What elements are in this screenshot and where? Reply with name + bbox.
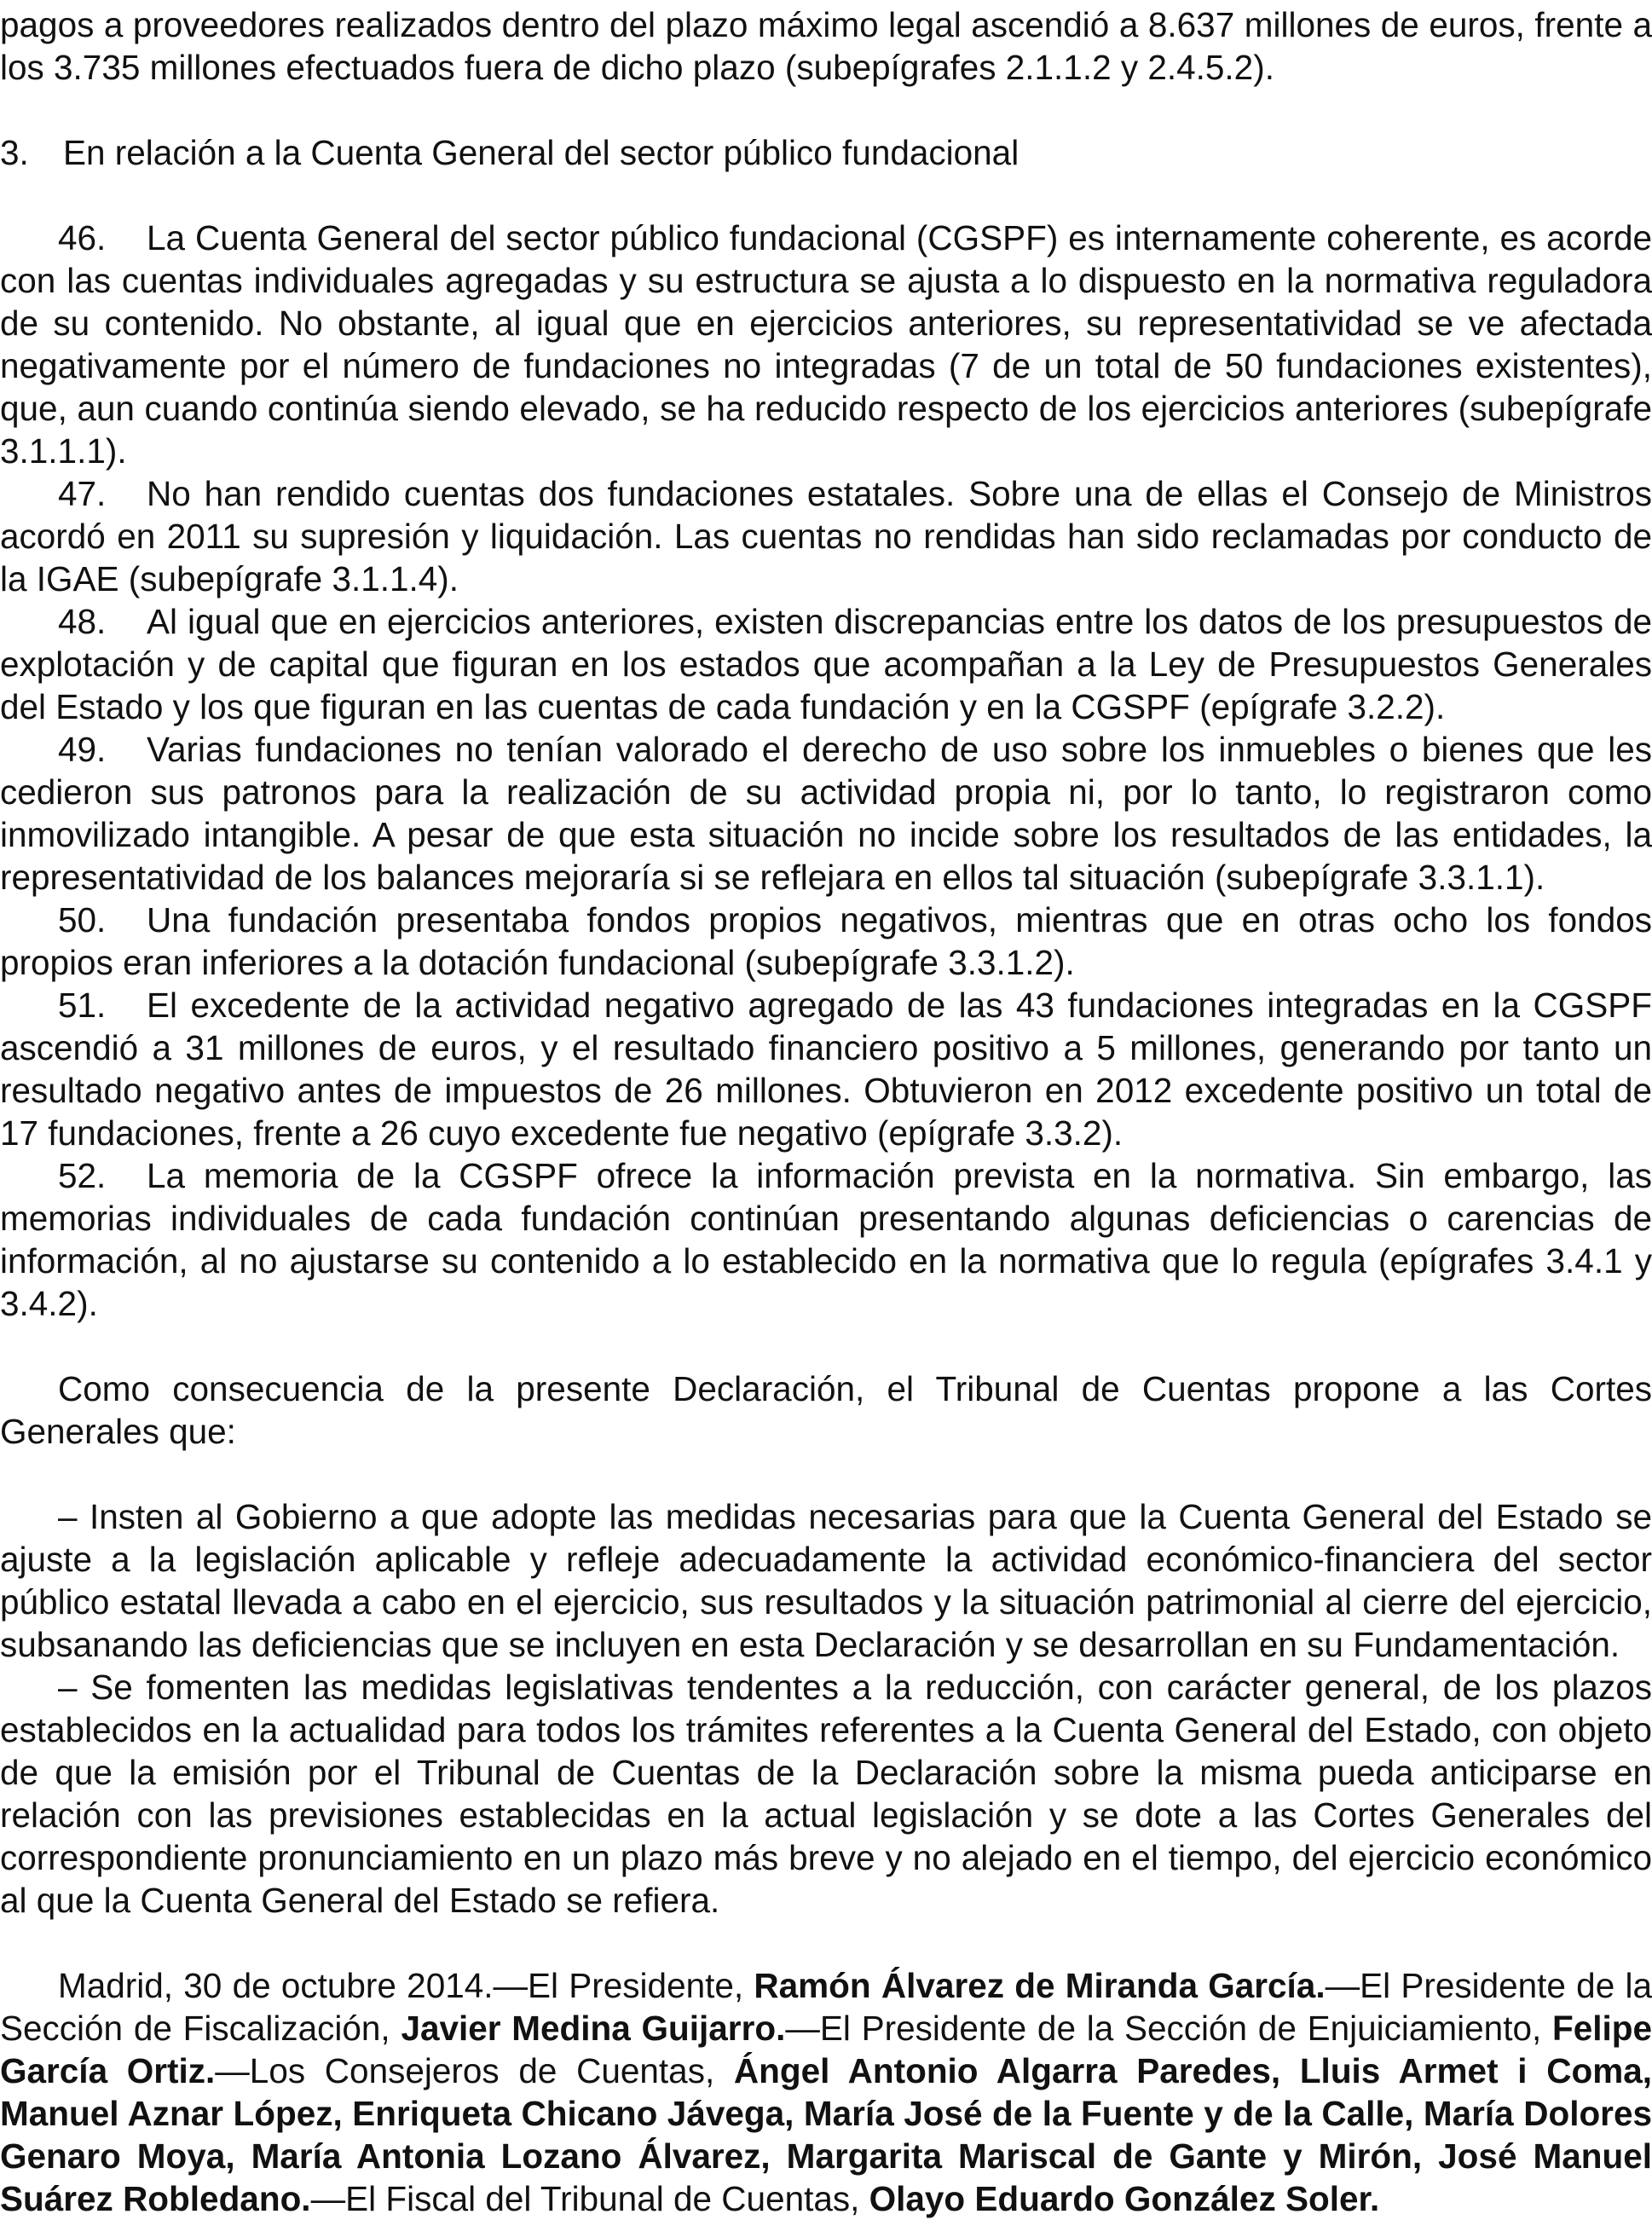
proposal-item-2: – Se fomenten las medidas legislativas tendentes a la reducción, con carácter general, de los plazos establecidos en la actualidad para todos los trámites referentes a la Cuenta General del Estado, con objeto de que la emisión por el Tribunal de Cuentas de la Declaración sobre la misma pueda anticiparse en relación con las previsiones establecidas en la actual legislación y se dote a las Cortes Generales del correspondiente pronunciamiento en un plazo más breve y no alejado en el tiempo, del ejercicio económico al que la Cuenta General del Estado se refiera. (0, 1668, 1652, 1920)
paragraph-number: 48. (58, 602, 107, 641)
paragraph-number: 49. (58, 730, 107, 769)
paragraph-text: Al igual que en ejercicios anteriores, existen discrepancias entre los datos de los presupuestos de explotación y de capital que figuran en los estados que acompañan a la Ley de Presupuestos Generales del Estado y los que figuran en las cuentas de cada fundación y en la CGSPF (epígrafe 3.2.2). (0, 602, 1652, 726)
intro-paragraph: pagos a proveedores realizados dentro del plazo máximo legal ascendió a 8.637 millones de euros, frente a los 3.735 millones efectuados fuera de dicho plazo (subepígrafes 2.1.1.2 y 2.4.5.2). (0, 5, 1652, 87)
paragraph-text: Varias fundaciones no tenían valorado el derecho de uso sobre los inmuebles o bienes que les cedieron sus patronos para la realización de su actividad propia ni, por lo tanto, lo registraron como inmovilizado intangible. A pesar de que esta situación no incide sobre los resultados de las entidades, la representatividad de los balances mejoraría si se reflejara en ellos tal situación (subepígrafe 3.3.1.1). (0, 730, 1652, 897)
paragraph-51 (0, 984, 1652, 1154)
paragraph-50 (0, 899, 1652, 984)
proposal-intro: Como consecuencia de la presente Declaración, el Tribunal de Cuentas propone a las Cortes Generales que: (0, 1369, 1652, 1451)
paragraph-number: 47. (58, 474, 107, 513)
signature-text: Madrid, 30 de octubre 2014.—El Presidente, (58, 1966, 754, 2005)
signature-text: —Los Consejeros de Cuentas, (215, 2051, 734, 2090)
signatory-name: Ramón Álvarez de Miranda García. (754, 1966, 1326, 2005)
signatory-name: Ángel Antonio Algarra Paredes, Lluis Armet i Coma, Manuel Aznar López, Enriqueta Chicano Jávega, María José de la Fuente y de la Calle, María Dolores Genaro Moya, María Antonia Lozano Álvarez, Margarita Mariscal de Gante y Mirón, José Manuel Suárez Robledano. (0, 2051, 1652, 2218)
signatory-name: Felipe García Ortiz. (0, 2009, 1652, 2090)
paragraph-52 (0, 1154, 1652, 1325)
paragraph-number: 52. (58, 1156, 107, 1195)
signatory-name: Javier Medina Guijarro. (401, 2009, 786, 2048)
signature-block (0, 1964, 1652, 2220)
paragraph-number: 50. (58, 900, 107, 939)
paragraph-text: Una fundación presentaba fondos propios negativos, mientras que en otras ocho los fondos propios eran inferiores a la dotación fundacional (subepígrafe 3.3.1.2). (0, 900, 1652, 982)
paragraph-text: La Cuenta General del sector público fundacional (CGSPF) es internamente coherente, es acorde con las cuentas individuales agregadas y su estructura se ajusta a lo dispuesto en la normativa reguladora de su contenido. No obstante, al igual que en ejercicios anteriores, su representatividad se ve afectada negativamente por el número de fundaciones no integradas (7 de un total de 50 fundaciones existentes), que, aun cuando continúa siendo elevado, se ha reducido respecto de los ejercicios anteriores (subepígrafe 3.1.1.1). (0, 218, 1652, 471)
signature-text: —El Presidente de la Sección de Enjuiciamiento, (785, 2009, 1552, 2048)
signature-text: —El Fiscal del Tribunal de Cuentas, (310, 2179, 869, 2218)
section-heading (0, 131, 1652, 174)
paragraph-49 (0, 728, 1652, 899)
paragraph-text: No han rendido cuentas dos fundaciones estatales. Sobre una de ellas el Consejo de Ministros acordó en 2011 su supresión y liquidación. Las cuentas no rendidas han sido reclamadas por conducto de la IGAE (subepígrafe 3.1.1.4). (0, 474, 1652, 598)
proposal-item-1: – Insten al Gobierno a que adopte las medidas necesarias para que la Cuenta General del Estado se ajuste a la legislación aplicable y refleje adecuadamente la actividad económico-financiera del sector público estatal llevada a cabo en el ejercicio, sus resultados y la situación patrimonial al cierre del ejercicio, subsanando las deficiencias que se incluyen en esta Declaración y se desarrollan en su Fundamentación. (0, 1497, 1652, 1664)
paragraph-text: El excedente de la actividad negativo agregado de las 43 fundaciones integradas en la CGSPF ascendió a 31 millones de euros, y el resultado financiero positivo a 5 millones, generando por tanto un resultado negativo antes de impuestos de 26 millones. Obtuvieron en 2012 excedente positivo un total de 17 fundaciones, frente a 26 cuyo excedente fue negativo (epígrafe 3.3.2). (0, 986, 1652, 1153)
paragraph-number: 51. (58, 986, 107, 1025)
paragraph-46 (0, 217, 1652, 472)
paragraph-number: 46. (58, 218, 107, 257)
signatory-name: Olayo Eduardo González Soler. (869, 2179, 1380, 2218)
paragraph-text: La memoria de la CGSPF ofrece la información prevista en la normativa. Sin embargo, las memorias individuales de cada fundación continúan presentando algunas deficiencias o carencias de información, al no ajustarse su contenido a lo establecido en la normativa que lo regula (epígrafes 3.4.1 y 3.4.2). (0, 1156, 1652, 1323)
signature-text: —El Presidente de la Sección de Fiscalización, (0, 1966, 1652, 2048)
section-number: 3. (0, 133, 29, 172)
paragraph-47 (0, 472, 1652, 600)
section-title: En relación a la Cuenta General del sector público fundacional (63, 133, 1020, 172)
paragraph-48 (0, 600, 1652, 728)
